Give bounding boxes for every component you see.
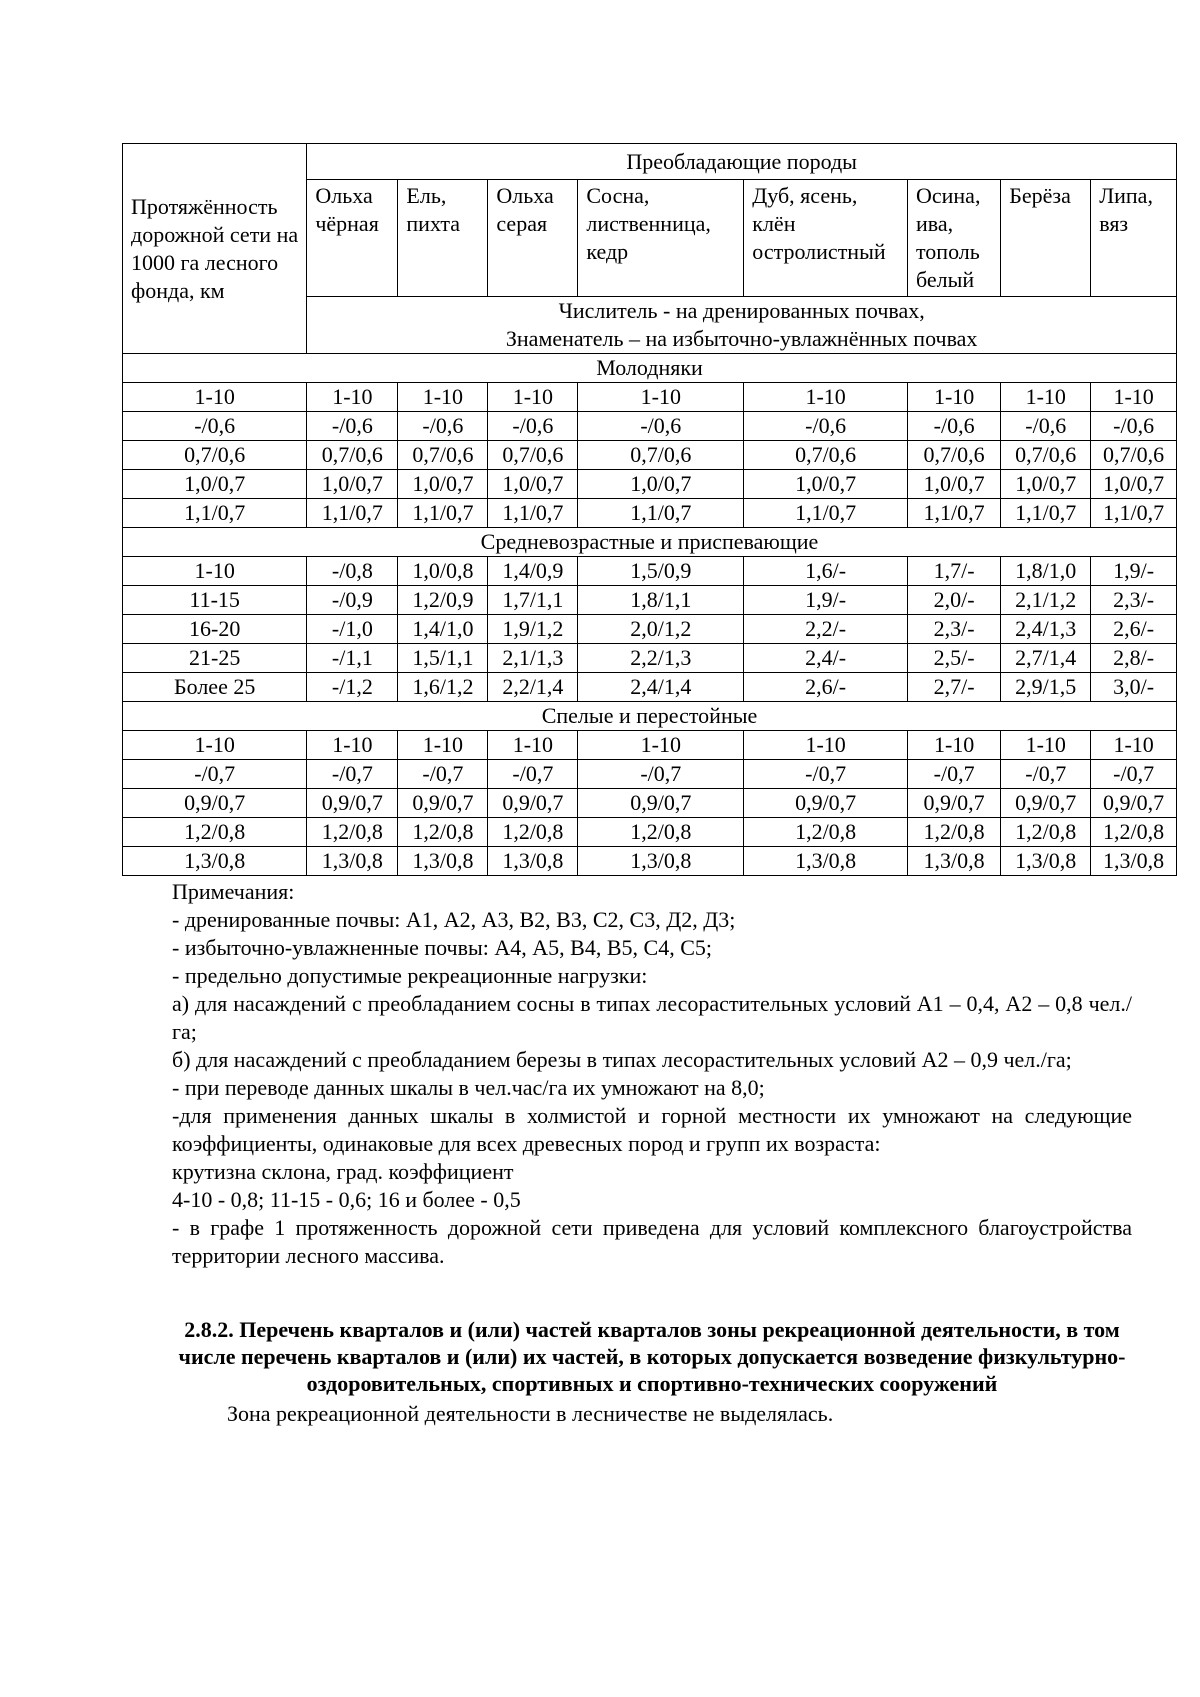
load-value-cell: 1-10 — [398, 383, 488, 412]
load-value-cell: 0,9/0,7 — [398, 789, 488, 818]
load-value-cell: 2,8/- — [1091, 644, 1177, 673]
table-row — [123, 644, 1177, 673]
load-value-cell: 1,1/0,7 — [578, 499, 744, 528]
load-value-cell: -/0,6 — [398, 412, 488, 441]
load-value-cell: -/0,6 — [578, 412, 744, 441]
section-text: Зона рекреационной деятельности в лесничестве не выделялась. — [227, 1401, 834, 1426]
load-value-cell: 1,2/0,8 — [1001, 818, 1091, 847]
load-value-cell: 1,3/0,8 — [398, 847, 488, 876]
note-item: крутизна склона, град. коэффициент — [172, 1159, 514, 1184]
load-value-cell: 1,1/0,7 — [398, 499, 488, 528]
load-value-cell: 1,4/0,9 — [488, 557, 578, 586]
load-value-cell: 1-10 — [1001, 731, 1091, 760]
table-row — [123, 731, 1177, 760]
load-value-cell: 1,0/0,8 — [398, 557, 488, 586]
load-value-cell: 1,1/0,7 — [1001, 499, 1091, 528]
load-value-cell: 0,9/0,7 — [488, 789, 578, 818]
load-value-cell: 0,9/0,7 — [578, 789, 744, 818]
load-value-cell: 0,7/0,6 — [744, 441, 908, 470]
load-value-cell: 0,7/0,6 — [1001, 441, 1091, 470]
species-header: Ольха чёрная — [307, 180, 398, 297]
note-item: - предельно допустимые рекреационные нагрузки: — [172, 963, 648, 988]
load-value-cell: 1-10 — [578, 383, 744, 412]
note-item: а) для насаждений с преобладанием сосны в типах лесорастительных условий А1 – 0,4, А2 – 0,8 чел./га; — [172, 991, 1132, 1044]
table-row — [123, 412, 1177, 441]
load-value-cell: 1,0/0,7 — [578, 470, 744, 499]
load-value-cell: -/0,7 — [1001, 760, 1091, 789]
load-value-cell: 1,4/1,0 — [398, 615, 488, 644]
table-row — [123, 383, 1177, 412]
species-header: Липа, вяз — [1091, 180, 1177, 297]
load-value-cell: 3,0/- — [1091, 673, 1177, 702]
load-value-cell: 1,3/0,8 — [744, 847, 908, 876]
load-value-cell: 2,2/1,3 — [578, 644, 744, 673]
load-value-cell: 1,3/0,8 — [1001, 847, 1091, 876]
load-value-cell: 2,4/- — [744, 644, 908, 673]
note-item: б) для насаждений с преобладанием березы в типах лесорастительных условий А2 – 0,9 чел./га; — [172, 1047, 1072, 1072]
load-value-cell: 1,0/0,7 — [1001, 470, 1091, 499]
age-group-title: Средневозрастные и приспевающие — [123, 528, 1177, 557]
load-value-cell: 2,5/- — [907, 644, 1000, 673]
road-density-cell: -/0,7 — [123, 760, 307, 789]
load-value-cell: 1,7/1,1 — [488, 586, 578, 615]
table-row — [123, 470, 1177, 499]
load-value-cell: -/0,6 — [488, 412, 578, 441]
load-value-cell: 1-10 — [907, 731, 1000, 760]
table-row — [123, 586, 1177, 615]
load-value-cell: 1,1/0,7 — [488, 499, 578, 528]
load-value-cell: 2,9/1,5 — [1001, 673, 1091, 702]
load-value-cell: -/0,7 — [307, 760, 398, 789]
road-density-cell: 21-25 — [123, 644, 307, 673]
road-density-cell: -/0,6 — [123, 412, 307, 441]
load-value-cell: 2,0/- — [907, 586, 1000, 615]
load-value-cell: -/0,7 — [578, 760, 744, 789]
load-value-cell: -/0,7 — [907, 760, 1000, 789]
load-value-cell: 0,7/0,6 — [307, 441, 398, 470]
load-value-cell: 1-10 — [744, 383, 908, 412]
load-value-cell: -/0,8 — [307, 557, 398, 586]
load-value-cell: 1,3/0,8 — [307, 847, 398, 876]
load-value-cell: 1,2/0,9 — [398, 586, 488, 615]
load-value-cell: 1-10 — [907, 383, 1000, 412]
load-value-cell: 0,9/0,7 — [744, 789, 908, 818]
table-row — [123, 441, 1177, 470]
load-value-cell: 0,9/0,7 — [907, 789, 1000, 818]
table-row — [123, 760, 1177, 789]
load-value-cell: 0,7/0,6 — [578, 441, 744, 470]
load-value-cell: -/0,6 — [307, 412, 398, 441]
load-value-cell: -/1,0 — [307, 615, 398, 644]
notes-title: Примечания: — [172, 879, 295, 904]
load-value-cell: 1,2/0,8 — [1091, 818, 1177, 847]
load-value-cell: -/0,6 — [744, 412, 908, 441]
load-value-cell: 2,1/1,2 — [1001, 586, 1091, 615]
load-value-cell: 2,4/1,3 — [1001, 615, 1091, 644]
load-value-cell: 1,2/0,8 — [578, 818, 744, 847]
load-value-cell: 1-10 — [488, 731, 578, 760]
load-value-cell: 1,2/0,8 — [744, 818, 908, 847]
fraction-legend — [307, 297, 1177, 354]
load-value-cell: 1,6/- — [744, 557, 908, 586]
note-item: - при переводе данных шкалы в чел.час/га их умножают на 8,0; — [172, 1075, 765, 1100]
load-value-cell: 1,1/0,7 — [744, 499, 908, 528]
load-value-cell: 1,1/0,7 — [307, 499, 398, 528]
load-value-cell: 1,3/0,8 — [488, 847, 578, 876]
note-item: - в графе 1 протяженность дорожной сети приведена для условий комплексного благоустройства территории лесного массива. — [172, 1215, 1132, 1268]
load-value-cell: 1,0/0,7 — [907, 470, 1000, 499]
load-value-cell: 1,6/1,2 — [398, 673, 488, 702]
load-value-cell: 1,9/- — [1091, 557, 1177, 586]
load-value-cell: 1,1/0,7 — [1091, 499, 1177, 528]
table-row — [123, 818, 1177, 847]
species-header: Сосна, лиственница, кедр — [578, 180, 744, 297]
note-item: - избыточно-увлажненные почвы: А4, А5, В4, В5, С4, С5; — [172, 935, 712, 960]
load-value-cell: 2,7/- — [907, 673, 1000, 702]
table-row — [123, 499, 1177, 528]
load-value-cell: 1,8/1,1 — [578, 586, 744, 615]
load-value-cell: -/0,7 — [488, 760, 578, 789]
load-value-cell: -/0,6 — [1091, 412, 1177, 441]
load-value-cell: 0,7/0,6 — [1091, 441, 1177, 470]
table-row — [123, 847, 1177, 876]
load-value-cell: 1-10 — [1001, 383, 1091, 412]
load-value-cell: 2,1/1,3 — [488, 644, 578, 673]
load-value-cell: 2,3/- — [907, 615, 1000, 644]
road-density-cell: 0,7/0,6 — [123, 441, 307, 470]
road-density-cell: 1,1/0,7 — [123, 499, 307, 528]
load-value-cell: 0,9/0,7 — [307, 789, 398, 818]
note-item: - дренированные почвы: А1, А2, А3, В2, В3, С2, С3, Д2, Д3; — [172, 907, 736, 932]
age-group-title: Спелые и перестойные — [123, 702, 1177, 731]
road-density-cell: 11-15 — [123, 586, 307, 615]
load-value-cell: 1,2/0,8 — [907, 818, 1000, 847]
load-value-cell: 1,8/1,0 — [1001, 557, 1091, 586]
load-value-cell: 0,7/0,6 — [488, 441, 578, 470]
road-density-cell: 0,9/0,7 — [123, 789, 307, 818]
load-value-cell: 1-10 — [1091, 731, 1177, 760]
table-row — [123, 789, 1177, 818]
load-value-cell: 1,0/0,7 — [744, 470, 908, 499]
age-group-title: Молодняки — [123, 354, 1177, 383]
load-value-cell: 0,7/0,6 — [398, 441, 488, 470]
load-value-cell: 1-10 — [1091, 383, 1177, 412]
road-density-cell: 1-10 — [123, 731, 307, 760]
notes-block — [172, 878, 1132, 1270]
load-value-cell: -/0,6 — [907, 412, 1000, 441]
load-value-cell: 2,7/1,4 — [1001, 644, 1091, 673]
recreation-load-table — [122, 143, 1177, 876]
load-value-cell: 2,4/1,4 — [578, 673, 744, 702]
load-value-cell: 1-10 — [488, 383, 578, 412]
load-value-cell: -/0,6 — [1001, 412, 1091, 441]
species-header: Берёза — [1001, 180, 1091, 297]
load-value-cell: 1,1/0,7 — [907, 499, 1000, 528]
legend-numerator: Числитель - на дренированных почвах, — [558, 298, 925, 323]
load-value-cell: 1-10 — [578, 731, 744, 760]
load-value-cell: 0,9/0,7 — [1091, 789, 1177, 818]
load-value-cell: 1,5/1,1 — [398, 644, 488, 673]
load-value-cell: -/0,9 — [307, 586, 398, 615]
load-value-cell: 0,7/0,6 — [907, 441, 1000, 470]
species-header: Осина, ива, тополь белый — [907, 180, 1000, 297]
note-item: 4-10 - 0,8; 11-15 - 0,6; 16 и более - 0,5 — [172, 1187, 521, 1212]
road-density-cell: 1-10 — [123, 557, 307, 586]
load-value-cell: 1,9/1,2 — [488, 615, 578, 644]
section-2-8-2 — [172, 1316, 1132, 1428]
load-value-cell: 1,3/0,8 — [907, 847, 1000, 876]
load-value-cell: 1,2/0,8 — [488, 818, 578, 847]
table-row — [123, 673, 1177, 702]
load-value-cell: 1,9/- — [744, 586, 908, 615]
load-value-cell: 1,0/0,7 — [1091, 470, 1177, 499]
load-value-cell: -/0,7 — [398, 760, 488, 789]
table-row — [123, 557, 1177, 586]
species-header: Ольха серая — [488, 180, 578, 297]
load-value-cell: 2,6/- — [744, 673, 908, 702]
load-value-cell: 2,0/1,2 — [578, 615, 744, 644]
road-density-cell: 1-10 — [123, 383, 307, 412]
load-value-cell: 1,0/0,7 — [488, 470, 578, 499]
load-value-cell: 1-10 — [744, 731, 908, 760]
load-value-cell: 2,6/- — [1091, 615, 1177, 644]
load-value-cell: 1-10 — [398, 731, 488, 760]
load-value-cell: -/0,7 — [1091, 760, 1177, 789]
load-value-cell: 2,2/1,4 — [488, 673, 578, 702]
load-value-cell: 1,7/- — [907, 557, 1000, 586]
load-value-cell: 1,0/0,7 — [398, 470, 488, 499]
load-value-cell: 2,2/- — [744, 615, 908, 644]
road-density-cell: 1,2/0,8 — [123, 818, 307, 847]
load-value-cell: 1,2/0,8 — [398, 818, 488, 847]
section-heading: 2.8.2. Перечень кварталов и (или) частей кварталов зоны рекреационной деятельности, в том числе перечень кварталов и (или) их частей, в которых допускается возведение физкультурно-оздоровительных, спортивных и спортивно-технических сооружений — [178, 1317, 1126, 1396]
load-value-cell: 1,2/0,8 — [307, 818, 398, 847]
species-header: Ель, пихта — [398, 180, 488, 297]
road-density-cell: 1,0/0,7 — [123, 470, 307, 499]
species-group-title: Преобладающие породы — [307, 144, 1177, 180]
load-value-cell: 1,0/0,7 — [307, 470, 398, 499]
load-value-cell: 1-10 — [307, 383, 398, 412]
load-value-cell: -/1,1 — [307, 644, 398, 673]
load-value-cell: 1,5/0,9 — [578, 557, 744, 586]
legend-denominator: Знаменатель – на избыточно-увлажнённых почвах — [505, 326, 978, 351]
load-value-cell: 1,3/0,8 — [578, 847, 744, 876]
species-header: Дуб, ясень, клён остролистный — [744, 180, 908, 297]
load-value-cell: 0,9/0,7 — [1001, 789, 1091, 818]
row-header-cell: Протяжённость дорожной сети на 1000 га лесного фонда, км — [123, 144, 307, 354]
load-value-cell: -/1,2 — [307, 673, 398, 702]
load-value-cell: 1-10 — [307, 731, 398, 760]
road-density-cell: Более 25 — [123, 673, 307, 702]
road-density-cell: 1,3/0,8 — [123, 847, 307, 876]
load-value-cell: 2,3/- — [1091, 586, 1177, 615]
load-value-cell: -/0,7 — [744, 760, 908, 789]
table-row — [123, 615, 1177, 644]
note-item: -для применения данных шкалы в холмистой и горной местности их умножают на следующие коэффициенты, одинаковые для всех древесных пород и групп их возраста: — [172, 1103, 1132, 1156]
load-value-cell: 1,3/0,8 — [1091, 847, 1177, 876]
road-density-cell: 16-20 — [123, 615, 307, 644]
